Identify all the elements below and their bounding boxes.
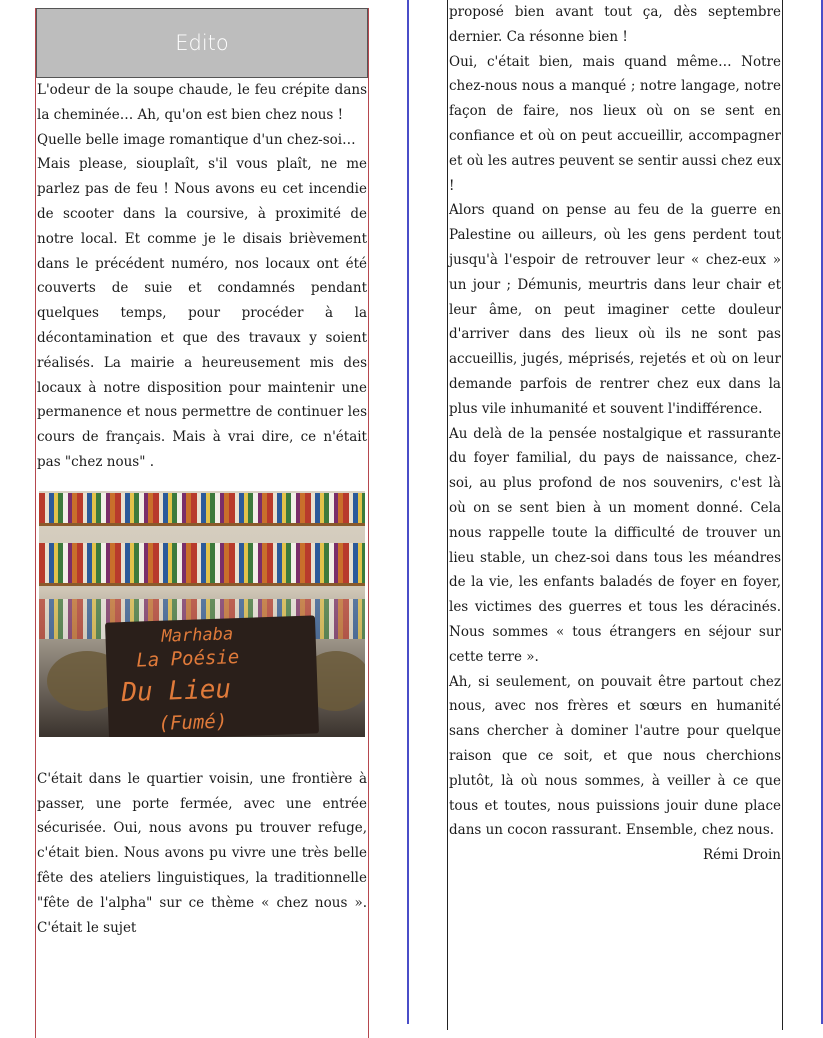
left-text-block — [36, 78, 368, 475]
paragraph: C'était dans le quartier voisin, une frontière à passer, une porte fermée, avec une entrée sécurisée. Oui, nous avons pu trouver refuge, c'était bien. Nous avons pu vivre une très belle fête des ateliers linguistiques, la traditionnelle "fête de l'alpha" sur ce thème « chez nous ». C'était le sujet — [37, 770, 367, 936]
paragraph: Quelle belle image romantique d'un chez-soi… — [37, 131, 356, 148]
paragraph: Au delà de la pensée nostalgique et rassurante du foyer familial, du pays de naissance, chez-soi, au plus profond de nos souvenirs, c'est là où on se sent bien à un moment donné. Cela nous rappelle toute la difficulté de trouver un lieu stable, un chez-soi dans tous les méandres de la vie, les enfants baladés de foyer en foyer, les victimes des guerres et tous les déracinés. Nous sommes « tous étrangers en séjour sur cette terre ». — [449, 425, 781, 665]
paragraph: Oui, c'était bien, mais quand même… Notre chez-nous nous a manqué ; notre langage, notre façon de faire, nos lieux où on se sent en confiance et où on peut accueillir, accompagner et où les autres peuvent se sentir aussi chez eux ! — [449, 53, 781, 194]
paragraph: Ah, si seulement, on pouvait être partout chez nous, avec nos frères et sœurs en humanité sans chercher à dominer l'autre pour quelque raison que ce soit, et que nous cherchions plutôt, là où nous sommes, à veiller à ce que tous et toutes, nous puissions jouir dune place dans un cocon rassurant. Ensemble, chez nous. — [449, 673, 781, 839]
right-text-block — [448, 0, 782, 868]
paragraph: Alors quand on pense au feu de la guerre en Palestine ou ailleurs, où les gens perdent tout jusqu'à l'espoir de retrouver leur « chez-eux » un jour ; Démunis, meurtris dans leur chair et leur âme, on peut imaginer cette douleur d'arriver dans des lieux où ils ne sont pas accueillis, jugés, méprisés, rejetés et où on leur demande parfois de rentrer chez eux dans la plus vile inhumanité et souvent l'indifférence. — [449, 202, 781, 417]
book-row — [39, 543, 365, 583]
chalkboard — [105, 615, 319, 737]
left-text-block-2 — [36, 767, 368, 941]
chalk-text: Marhaba — [161, 623, 234, 647]
edito-title: Edito — [175, 31, 229, 55]
paragraph: L'odeur de la soupe chaude, le feu crépite dans la cheminée… Ah, qu'on est bien chez nous ! — [37, 82, 367, 123]
shelf-board — [39, 583, 365, 586]
book-row — [39, 493, 365, 523]
signature: Rémi Droin — [703, 847, 781, 864]
chalk-text: (Fumé) — [158, 710, 228, 735]
left-column — [35, 8, 369, 1038]
bookshelf-photo — [39, 491, 365, 737]
chalk-text: La Poésie — [135, 645, 240, 672]
right-column — [447, 0, 783, 1030]
paragraph: Mais please, siouplaît, s'il vous plaît, ne me parlez pas de feu ! Nous avons eu cet incendie de scooter dans la coursive, à proximité de notre local. Et comme je le disais brièvement dans le précédent numéro, nos locaux ont été couverts de suie et condamnés pendant quelques temps, pour procéder à la décontamination et que des travaux y soient réalisés. La mairie a heureusement mis des locaux à notre disposition pour maintenir une permanence et nous permettre de continuer les cours de français. Mais à vrai dire, ce n'était pas "chez nous" . — [37, 156, 367, 470]
edito-header — [36, 8, 368, 78]
shelf-board — [39, 523, 365, 526]
chalk-text: Du Lieu — [120, 674, 232, 708]
page-edge — [407, 0, 409, 1024]
paragraph: proposé bien avant tout ça, dès septembre dernier. Ca résonne bien ! — [449, 4, 781, 45]
